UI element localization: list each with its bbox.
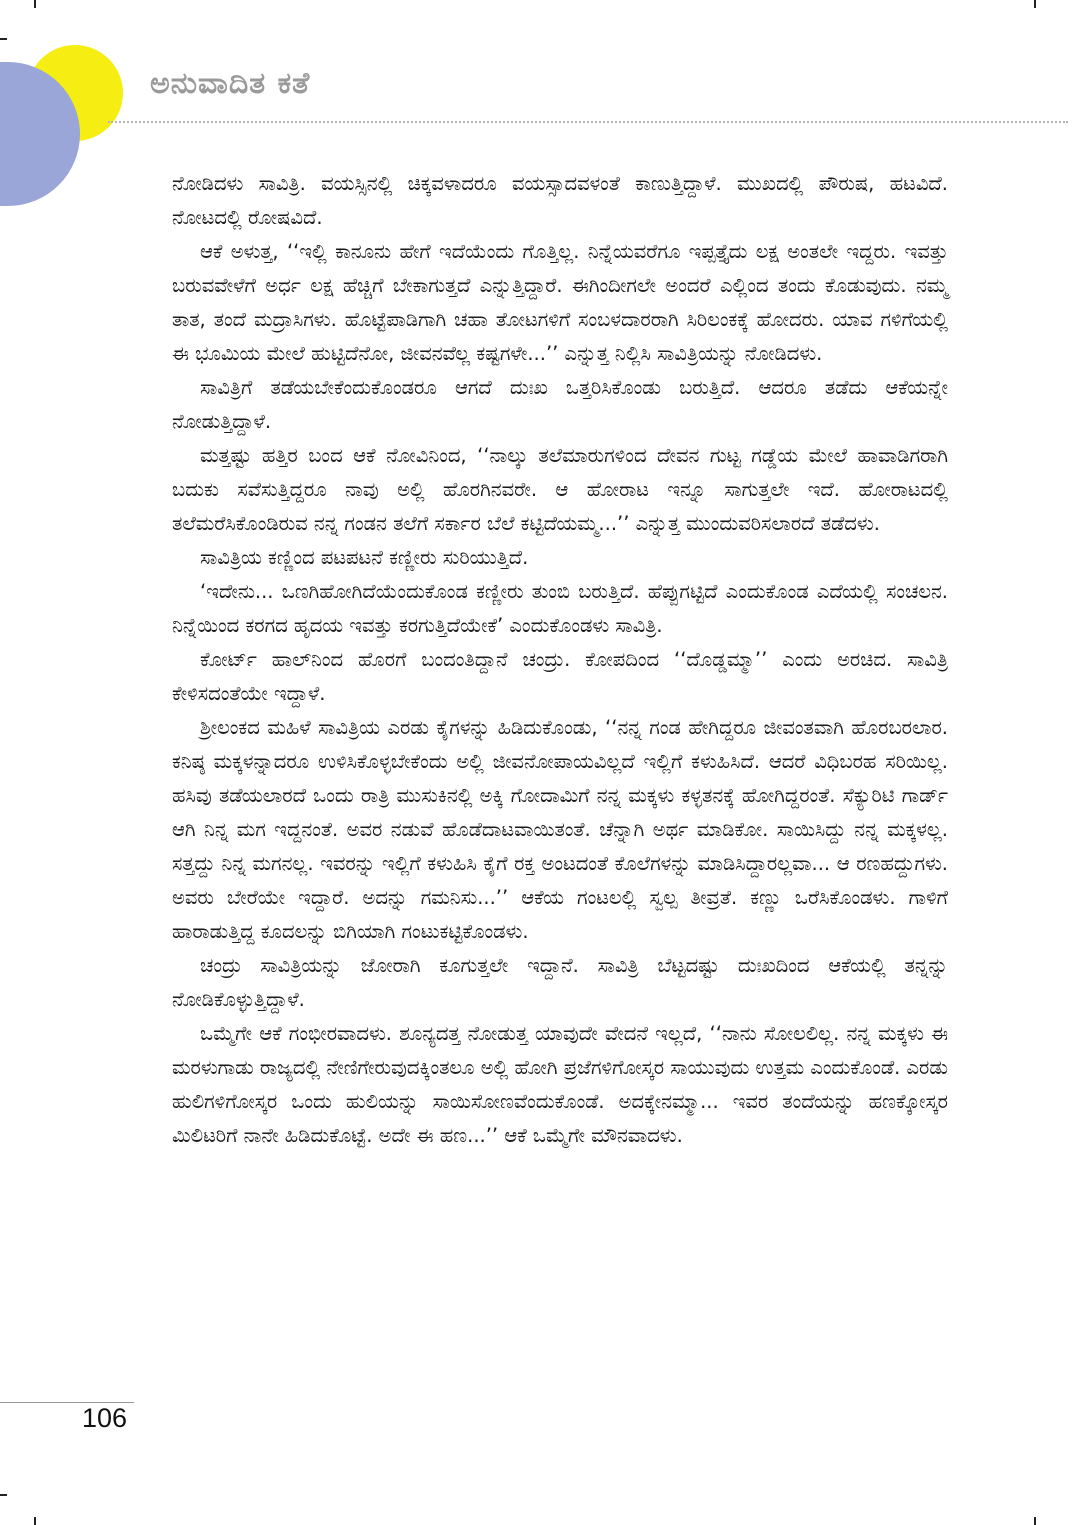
paragraph: ಆಕೆ ಅಳುತ್ತ, ‘‘ಇಲ್ಲಿ ಕಾನೂನು ಹೇಗೆ ಇದೆಯೆಂದು ಗೊತ್ತಿಲ್ಲ. ನಿನ್ನೆಯವರೆಗೂ ಇಪ್ಪತ್ತೈದು ಲಕ್ಷ ಅಂತಲೇ ಇದ್ದರು. ಇವತ್ತು ಬರುವವೇಳೆಗೆ ಅರ್ಧ ಲಕ್ಷ ಹೆಚ್ಚಿಗೆ ಬೇಕಾಗುತ್ತದೆ ಎನ್ನುತ್ತಿದ್ದಾರೆ. ಈಗಿಂದೀಗಲೇ ಅಂದರೆ ಎಲ್ಲಿಂದ ತಂದು ಕೊಡುವುದು. ನಮ್ಮ ತಾತ, ತಂದೆ ಮದ್ರಾಸಿಗಳು. ಹೊಟ್ಟೆಪಾಡಿಗಾಗಿ ಚಹಾ ತೋಟಗಳಿಗೆ ಸಂಬಳದಾರರಾಗಿ ಸಿರಿಲಂಕಕ್ಕೆ ಹೋದರು. ಯಾವ ಗಳಿಗೆಯಲ್ಲಿ ಈ ಭೂಮಿಯ ಮೇಲೆ ಹುಟ್ಟಿದೆನೋ, ಜೀವನವೆಲ್ಲ ಕಷ್ಟಗಳೇ...’’ ಎನ್ನುತ್ತ ನಿಲ್ಲಿಸಿ ಸಾವಿತ್ರಿಯನ್ನು ನೋಡಿದಳು. bbox=[172, 240, 948, 365]
crop-mark-bottom-left bbox=[34, 1517, 36, 1525]
page-number: 106 bbox=[82, 1403, 128, 1433]
paragraph: ‘ಇದೇನು... ಒಣಗಿಹೋಗಿದೆಯೆಂದುಕೊಂಡ ಕಣ್ಣೀರು ತುಂಬಿ ಬರುತ್ತಿದೆ. ಹೆಪ್ಪುಗಟ್ಟಿದೆ ಎಂದುಕೊಂಡ ಎದೆಯಲ್ಲಿ ಸಂಚಲನ. ನಿನ್ನೆಯಿಂದ ಕರಗದ ಹೃದಯ ಇವತ್ತು ಕರಗುತ್ತಿದೆಯೇಕೆ’ ಎಂದುಕೊಂಡಳು ಸಾವಿತ್ರಿ. bbox=[172, 580, 948, 637]
paragraph: ಸಾವಿತ್ರಿಯ ಕಣ್ಣಿಂದ ಪಟಪಟನೆ ಕಣ್ಣೀರು ಸುರಿಯುತ್ತಿದೆ. bbox=[200, 546, 529, 569]
header-dotted-rule bbox=[108, 121, 1068, 123]
paragraph: ಕೋರ್ಟ್ ಹಾಲ್‌ನಿಂದ ಹೊರಗೆ ಬಂದಂತಿದ್ದಾನೆ ಚಂದ್ರು. ಕೋಪದಿಂದ ‘‘ದೊಡ್ಡಮ್ಮಾ’’ ಎಂದು ಅರಚಿದ. ಸಾವಿತ್ರಿ ಕೇಳಿಸದಂತೆಯೇ ಇದ್ದಾಳೆ. bbox=[172, 648, 948, 705]
paragraph: ಶ್ರೀಲಂಕದ ಮಹಿಳೆ ಸಾವಿತ್ರಿಯ ಎರಡು ಕೈಗಳನ್ನು ಹಿಡಿದುಕೊಂಡು, ‘‘ನನ್ನ ಗಂಡ ಹೇಗಿದ್ದರೂ ಜೀವಂತವಾಗಿ ಹೊರಬರಲಾರ. ಕನಿಷ್ಠ ಮಕ್ಕಳನ್ನಾದರೂ ಉಳಿಸಿಕೊಳ್ಳಬೇಕೆಂದು ಅಲ್ಲಿ ಜೀವನೋಪಾಯವಿಲ್ಲದೆ ಇಲ್ಲಿಗೆ ಕಳುಹಿಸಿದೆ. ಆದರೆ ವಿಧಿಬರಹ ಸರಿಯಿಲ್ಲ. ಹಸಿವು ತಡೆಯಲಾರದೆ ಒಂದು ರಾತ್ರಿ ಮುಸುಕಿನಲ್ಲಿ ಅಕ್ಕಿ ಗೋದಾಮಿಗೆ ನನ್ನ ಮಕ್ಕಳು ಕಳ್ಳತನಕ್ಕೆ ಹೋಗಿದ್ದರಂತೆ. ಸೆಕ್ಯುರಿಟಿ ಗಾರ್ಡ್ ಆಗಿ ನಿನ್ನ ಮಗ ಇದ್ದನಂತೆ. ಅವರ ನಡುವೆ ಹೊಡೆದಾಟವಾಯಿತಂತೆ. ಚೆನ್ನಾಗಿ ಅರ್ಥ ಮಾಡಿಕೋ. ಸಾಯಿಸಿದ್ದು ನನ್ನ ಮಕ್ಕಳಲ್ಲ. ಸತ್ತದ್ದು ನಿನ್ನ ಮಗನಲ್ಲ. ಇವರನ್ನು ಇಲ್ಲಿಗೆ ಕಳುಹಿಸಿ ಕೈಗೆ ರಕ್ತ ಅಂಟದಂತೆ ಕೊಲೆಗಳನ್ನು ಮಾಡಿಸಿದ್ದಾರಲ್ಲವಾ... ಆ ರಣಹದ್ದುಗಳು. ಅವರು ಬೇರೆಯೇ ಇದ್ದಾರೆ. ಅದನ್ನು ಗಮನಿಸು...’’ ಆಕೆಯ ಗಂಟಲಲ್ಲಿ ಸ್ವಲ್ಪ ತೀವ್ರತೆ. ಕಣ್ಣು ಒರೆಸಿಕೊಂಡಳು. ಗಾಳಿಗೆ ಹಾರಾಡುತ್ತಿದ್ದ ಕೂದಲನ್ನು ಬಿಗಿಯಾಗಿ ಗಂಟುಕಟ್ಟಿಕೊಂಡಳು. bbox=[172, 716, 948, 943]
crop-mark-bottom-right bbox=[1034, 1517, 1036, 1525]
story-body bbox=[172, 167, 948, 1153]
paragraph: ಚಂದ್ರು ಸಾವಿತ್ರಿಯನ್ನು ಜೋರಾಗಿ ಕೂಗುತ್ತಲೇ ಇದ್ದಾನೆ. ಸಾವಿತ್ರಿ ಬೆಟ್ಟದಷ್ಟು ದುಃಖದಿಂದ ಆಕೆಯಲ್ಲಿ ತನ್ನನ್ನು ನೋಡಿಕೊಳ್ಳುತ್ತಿದ್ದಾಳೆ. bbox=[172, 954, 948, 1011]
paragraph: ಸಾವಿತ್ರಿಗೆ ತಡೆಯಬೇಕೆಂದುಕೊಂಡರೂ ಆಗದೆ ದುಃಖ ಒತ್ತರಿಸಿಕೊಂಡು ಬರುತ್ತಿದೆ. ಆದರೂ ತಡೆದು ಆಕೆಯನ್ನೇ ನೋಡುತ್ತಿದ್ದಾಳೆ. bbox=[172, 376, 948, 433]
corner-decoration bbox=[0, 0, 140, 210]
paragraph: ಮತ್ತಷ್ಟು ಹತ್ತಿರ ಬಂದ ಆಕೆ ನೋವಿನಿಂದ, ‘‘ನಾಲ್ಕು ತಲೆಮಾರುಗಳಿಂದ ದೇವನ ಗುಟ್ಟ ಗಡ್ಡೆಯ ಮೇಲೆ ಹಾವಾಡಿಗರಾಗಿ ಬದುಕು ಸವೆಸುತ್ತಿದ್ದರೂ ನಾವು ಅಲ್ಲಿ ಹೊರಗಿನವರೇ. ಆ ಹೋರಾಟ ಇನ್ನೂ ಸಾಗುತ್ತಲೇ ಇದೆ. ಹೋರಾಟದಲ್ಲಿ ತಲೆಮರೆಸಿಕೊಂಡಿರುವ ನನ್ನ ಗಂಡನ ತಲೆಗೆ ಸರ್ಕಾರ ಬೆಲೆ ಕಟ್ಟಿದೆಯಮ್ಮ...’’ ಎನ್ನುತ್ತ ಮುಂದುವರಿಸಲಾರದೆ ತಡೆದಳು. bbox=[172, 444, 948, 535]
section-title: ಅನುವಾದಿತ ಕತೆ bbox=[150, 66, 311, 101]
crop-mark-top-right bbox=[1034, 0, 1036, 8]
crop-mark-left-lower bbox=[0, 1494, 7, 1496]
paragraph: ಒಮ್ಮೆಗೇ ಆಕೆ ಗಂಭೀರವಾದಳು. ಶೂನ್ಯದತ್ತ ನೋಡುತ್ತ ಯಾವುದೇ ವೇದನೆ ಇಲ್ಲದೆ, ‘‘ನಾನು ಸೋಲಲಿಲ್ಲ. ನನ್ನ ಮಕ್ಕಳು ಈ ಮರಳುಗಾಡು ರಾಜ್ಯದಲ್ಲಿ ನೇಣಿಗೇರುವುದಕ್ಕಿಂತಲೂ ಅಲ್ಲಿ ಹೋಗಿ ಪ್ರಜೆಗಳಿಗೋಸ್ಕರ ಸಾಯುವುದು ಉತ್ತಮ ಎಂದುಕೊಂಡೆ. ಎರಡು ಹುಲಿಗಳಿಗೋಸ್ಕರ ಒಂದು ಹುಲಿಯನ್ನು ಸಾಯಿಸೋಣವೆಂದುಕೊಂಡೆ. ಅದಕ್ಕೇನಮ್ಮಾ... ಇವರ ತಂದೆಯನ್ನು ಹಣಕ್ಕೋಸ್ಕರ ಮಿಲಿಟರಿಗೆ ನಾನೇ ಹಿಡಿದುಕೊಟ್ಟೆ. ಅದೇ ಈ ಹಣ...’’ ಆಕೆ ಒಮ್ಮೆಗೇ ಮೌನವಾದಳು. bbox=[172, 1022, 948, 1147]
paragraph: ನೋಡಿದಳು ಸಾವಿತ್ರಿ. ವಯಸ್ಸಿನಲ್ಲಿ ಚಿಕ್ಕವಳಾದರೂ ವಯಸ್ಸಾದವಳಂತೆ ಕಾಣುತ್ತಿದ್ದಾಳೆ. ಮುಖದಲ್ಲಿ ಪೌರುಷ, ಹಟವಿದೆ. ನೋಟದಲ್ಲಿ ರೋಷವಿದೆ. bbox=[172, 172, 948, 229]
